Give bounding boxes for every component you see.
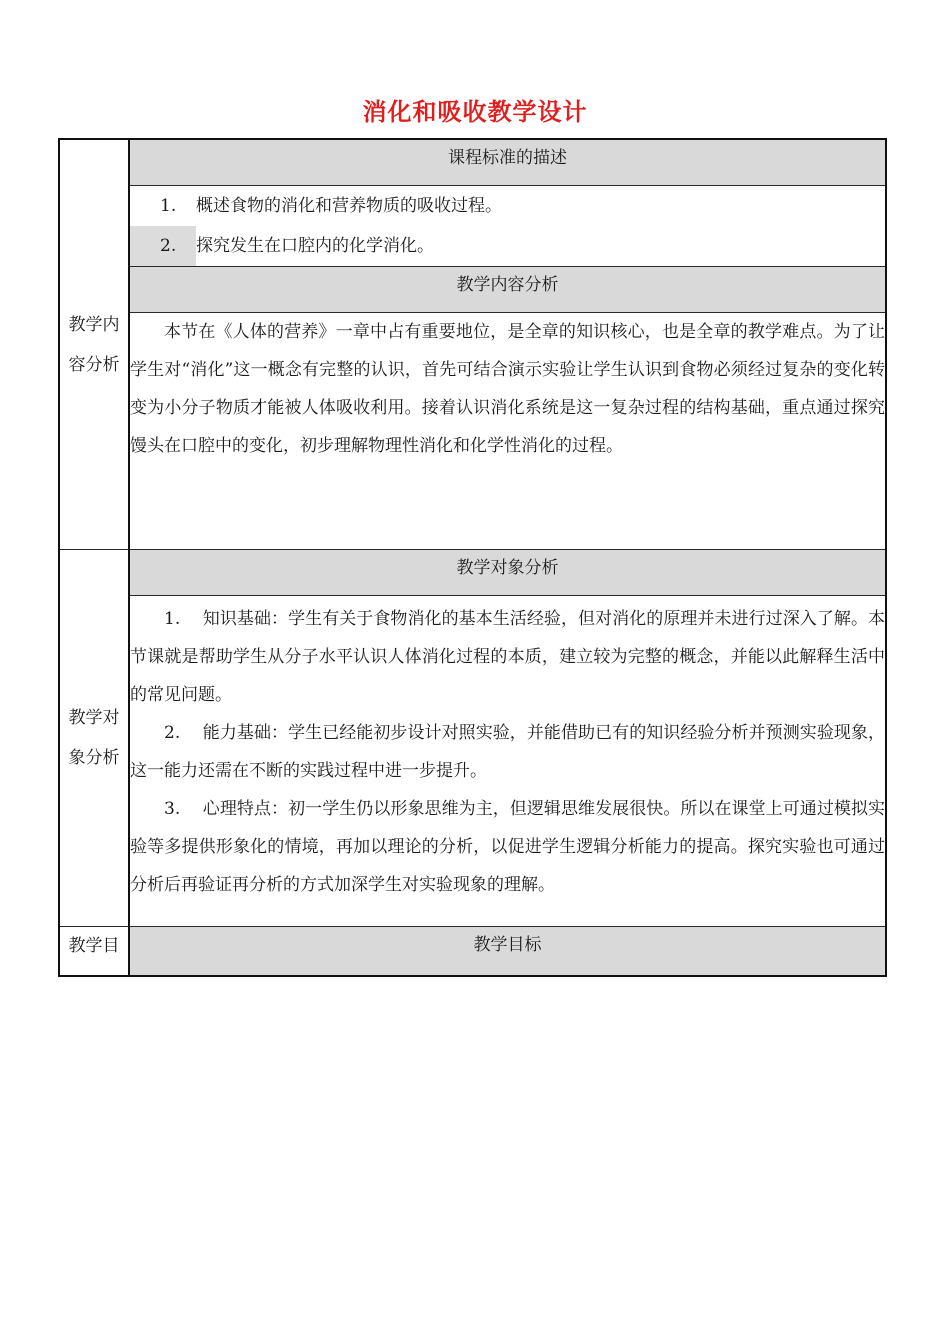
standards-header-row	[59, 139, 886, 186]
standard-text: 概述食物的消化和营养物质的吸收过程。	[196, 196, 502, 216]
analysis-header-row	[59, 267, 886, 313]
object-paragraph-psychology: 3. 心理特点：初一学生仍以形象思维为主，但逻辑思维发展很快。所以在课堂上可通过模拟实验等多提供形象化的情境，再加以理论的分析，以促进学生逻辑分析能力的提高。探究实验也可通过分析后再验证再分析的方式加深学生对实验现象的理解。	[130, 799, 885, 895]
content-analysis-text: 本节在《人体的营养》一章中占有重要地位，是全章的知识核心，也是全章的教学难点。为了让学生对“消化”这一概念有完整的认识，首先可结合演示实验让学生认识到食物必须经过复杂的变化转变为小分子物质才能被人体吸收利用。接着认识消化系统是这一复杂过程的结构基础，重点通过探究馒头在口腔中的变化，初步理解物理性消化和化学性消化的过程。	[130, 322, 885, 456]
content-analysis-label-line1: 教学内	[68, 314, 120, 335]
content-analysis-header: 教学内容分析	[129, 267, 886, 313]
goals-header: 教学目标	[129, 927, 886, 977]
object-analysis-cell	[129, 596, 886, 927]
standards-list	[129, 186, 886, 267]
content-analysis-label	[59, 139, 129, 550]
standard-item	[130, 226, 885, 266]
content-analysis-label-line2: 容分析	[68, 354, 120, 375]
content-analysis-cell	[129, 313, 886, 550]
standard-item	[130, 186, 885, 226]
object-paragraph-knowledge: 1. 知识基础：学生有关于食物消化的基本生活经验，但对消化的原理并未进行过深入了解。本节课就是帮助学生从分子水平认识人体消化过程的本质，建立较为完整的概念，并能以此解释生活中的常见问题。	[130, 609, 885, 705]
document-title: 消化和吸收教学设计	[362, 98, 588, 126]
object-body-row	[59, 596, 886, 927]
standard-number: 1.	[160, 196, 177, 216]
analysis-row	[59, 313, 886, 550]
standard-number: 2.	[130, 226, 196, 266]
lesson-plan-table	[58, 138, 887, 977]
object-analysis-paragraphs	[130, 596, 885, 926]
object-analysis-label-line1: 教学对	[68, 708, 120, 728]
standards-row	[59, 186, 886, 267]
object-header-row	[59, 550, 886, 596]
goals-row	[59, 927, 886, 977]
object-analysis-label-line2: 象分析	[68, 748, 120, 768]
object-paragraph-ability: 2. 能力基础：学生已经能初步设计对照实验，并能借助已有的知识经验分析并预测实验现象，这一能力还需在不断的实践过程中进一步提升。	[130, 723, 885, 781]
standard-text: 探究发生在口腔内的化学消化。	[196, 236, 434, 256]
standards-header: 课程标准的描述	[129, 139, 886, 186]
object-analysis-label	[59, 550, 129, 927]
goals-label: 教学目	[59, 927, 129, 977]
object-analysis-header: 教学对象分析	[129, 550, 886, 596]
